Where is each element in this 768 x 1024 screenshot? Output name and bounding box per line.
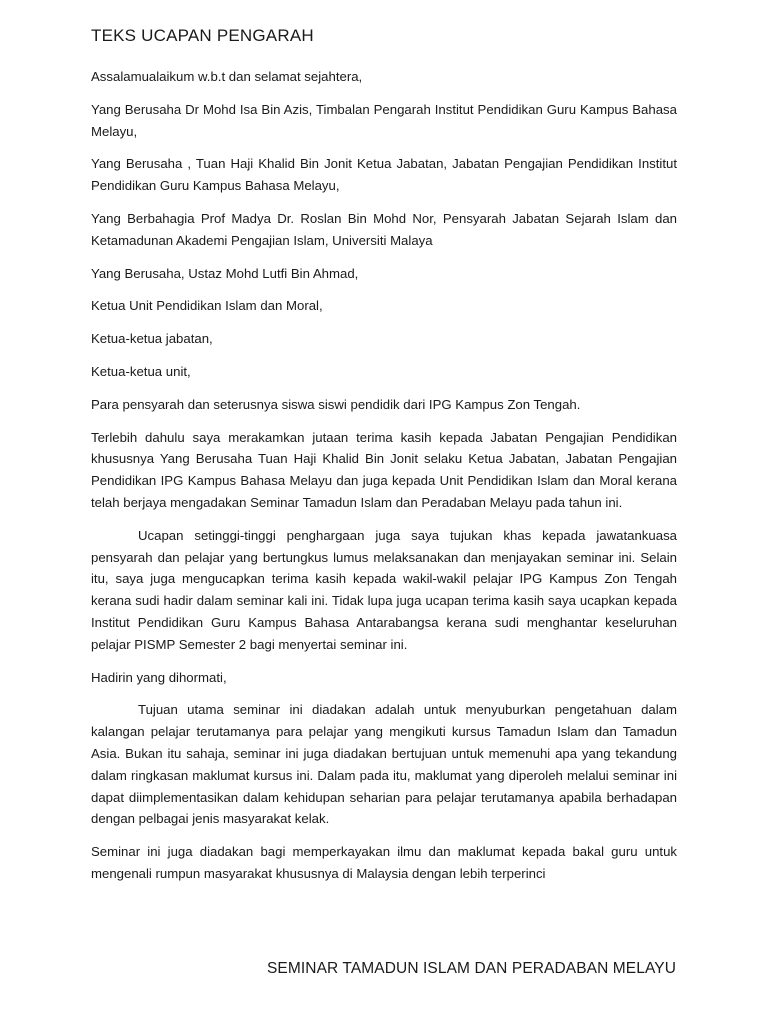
salutation-paragraph: Yang Berusaha , Tuan Haji Khalid Bin Jonit Ketua Jabatan, Jabatan Pengajian Pendidikan Institut Pendidikan Guru Kampus Bahasa Melayu, — [91, 156, 677, 194]
greeting-paragraph: Assalamualaikum w.b.t dan selamat sejahtera, — [91, 69, 363, 84]
address-paragraph: Hadirin yang dihormati, — [91, 669, 227, 685]
salutation-paragraph: Yang Berusaha Dr Mohd Isa Bin Azis, Timbalan Pengarah Institut Pendidikan Guru Kampus Bahasa Melayu, — [91, 101, 677, 139]
salutation-paragraph: Ketua-ketua unit, — [91, 363, 191, 379]
page-title: TEKS UCAPAN PENGARAH — [91, 26, 314, 45]
salutation-paragraph: Para pensyarah dan seterusnya siswa siswi pendidik dari IPG Kampus Zon Tengah. — [91, 396, 581, 412]
body-paragraph: Terlebih dahulu saya merakamkan jutaan terima kasih kepada Jabatan Pengajian Pendidikan khususnya Yang Berusaha Tuan Haji Khalid Bin Jonit selaku Ketua Jabatan, Jabatan Pengajian Pendidikan IPG Kampus Bahasa Melayu dan juga kepada Unit Pendidikan Islam dan Moral kerana telah berjaya mengadakan Seminar Tamadun Islam dan Peradaban Melayu pada tahun ini. — [91, 429, 677, 510]
body-paragraph: Tujuan utama seminar ini diadakan adalah untuk menyuburkan pengetahuan dalam kalangan pelajar terutamanya para pelajar yang mengikuti kursus Tamadun Islam dan Tamadun Asia. Bukan itu sahaja, seminar ini juga diadakan bertujuan untuk memenuhi apa yang tekandung dalam ringkasan maklumat kursus ini. Dalam pada itu, maklumat yang diperoleh melalui seminar ini dapat diimplementasikan dalam kehidupan seharian para pelajar terutamanya apabila berhadapan dengan pelbagai jenis masyarakat kelak. — [91, 702, 677, 827]
document-body — [91, 66, 677, 896]
salutation-paragraph: Yang Berbahagia Prof Madya Dr. Roslan Bin Mohd Nor, Pensyarah Jabatan Sejarah Islam dan Ketamadunan Akademi Pengajian Islam, Universiti Malaya — [91, 210, 677, 248]
salutation-paragraph: Ketua Unit Pendidikan Islam dan Moral, — [91, 298, 323, 314]
body-paragraph: Seminar ini juga diadakan bagi memperkayakan ilmu dan maklumat kepada bakal guru untuk mengenali rumpun masyarakat khususnya di Malaysia dengan lebih terperinci — [91, 844, 677, 881]
salutation-paragraph: Yang Berusaha, Ustaz Mohd Lutfi Bin Ahmad, — [91, 265, 359, 281]
page-footer: SEMINAR TAMADUN ISLAM DAN PERADABAN MELAYU — [266, 960, 676, 977]
body-paragraph: Ucapan setinggi-tinggi penghargaan juga saya tujukan khas kepada jawatankuasa pensyarah dan pelajar yang bertungkus lumus melaksanakan dan menjayakan seminar ini. Selain itu, saya juga mengucapkan terima kasih kepada wakil-wakil pelajar IPG Kampus Zon Tengah kerana sudi hadir dalam seminar kali ini. Tidak lupa juga ucapan terima kasih saya ucapkan kepada Institut Pendidikan Guru Kampus Bahasa Antarabangsa kerana sudi menghantar keseluruhan pelajar PISMP Semester 2 bagi menyertai seminar ini. — [91, 527, 677, 652]
salutation-paragraph: Ketua-ketua jabatan, — [91, 331, 213, 347]
